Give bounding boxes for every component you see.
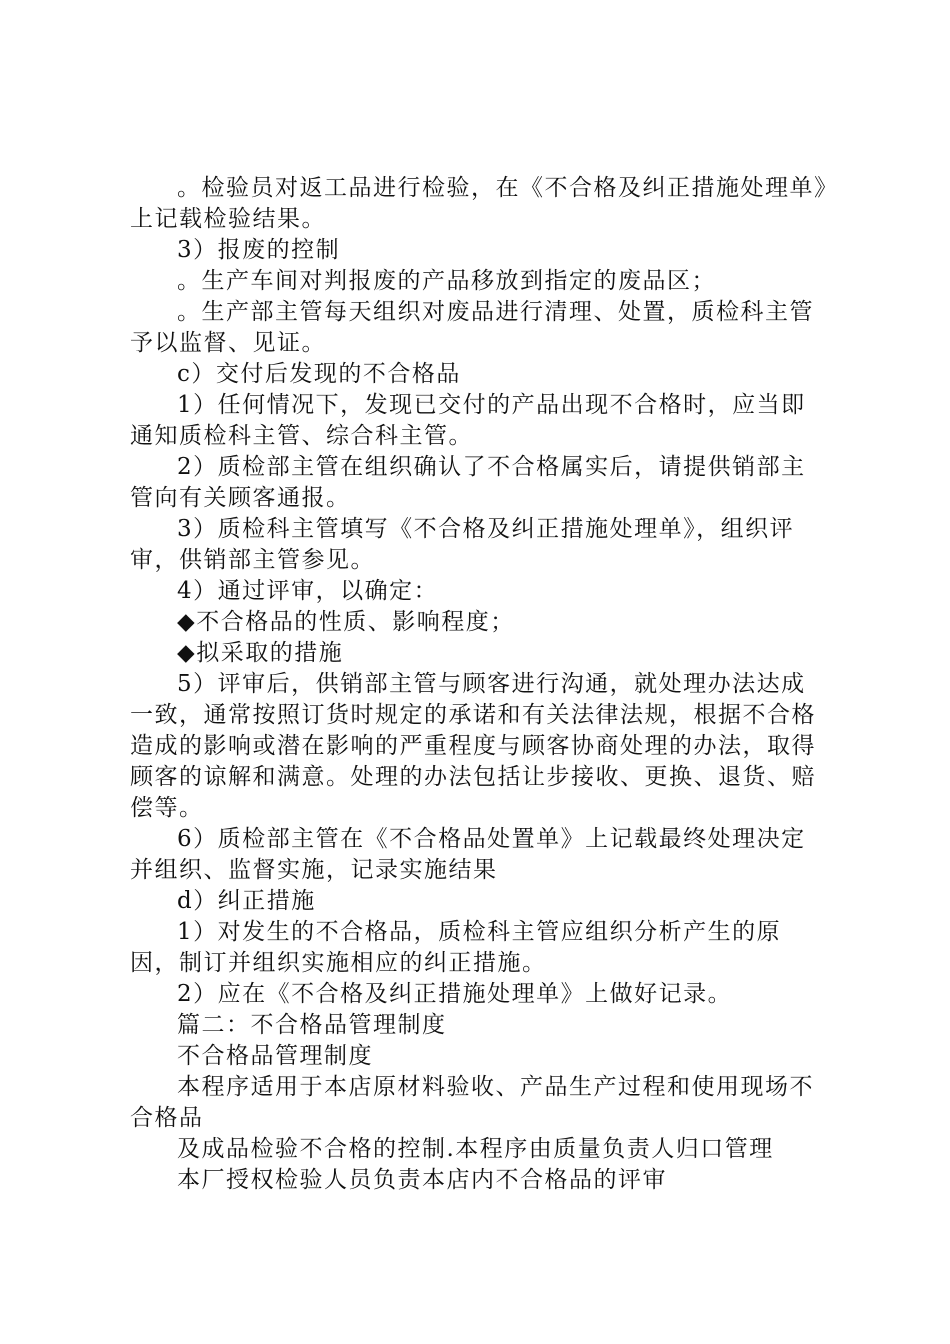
- paragraph-fill-form: 3）质检科主管填写《不合格及纠正措施处理单》，组织评审，供销部主管参见。: [130, 516, 795, 573]
- paragraph-record: 2）应在《不合格及纠正措施处理单》上做好记录。: [177, 981, 733, 1007]
- paragraph-authorization: 本厂授权检验人员负责本店内不合格品的评审: [177, 1167, 667, 1193]
- paragraph-analyze: 1）对发生的不合格品，质检科主管应组织分析产生的原因，制订并组织实施相应的纠正措施。: [130, 919, 782, 976]
- paragraph-communicate: 5）评审后，供销部主管与顾客进行沟通，就处理办法达成一致，通常按照订货时规定的承诺和有关法律法规，根据不合格造成的影响或潜在影响的严重程度与顾客协商处理的办法，取得顾客的谅解和满意。处理的办法包括让步接收、更换、退货、赔偿等。: [130, 671, 816, 821]
- paragraph-notify: 1）任何情况下，发现已交付的产品出现不合格时，应当即通知质检科主管、综合科主管。: [130, 392, 806, 449]
- heading-post-delivery: c）交付后发现的不合格品: [177, 361, 461, 387]
- heading-part-two: 篇二：不合格品管理制度: [177, 1012, 447, 1038]
- heading-system-title: 不合格品管理制度: [177, 1043, 373, 1069]
- paragraph-scrap-move: 。生产车间对判报废的产品移放到指定的废品区；: [177, 268, 716, 294]
- paragraph-review: 4）通过评审，以确定：: [177, 578, 439, 604]
- paragraph-responsibility: 及成品检验不合格的控制.本程序由质量负责人归口管理: [177, 1136, 774, 1162]
- paragraph-confirm: 2）质检部主管在组织确认了不合格属实后，请提供销部主管向有关顾客通报。: [130, 454, 806, 511]
- heading-scrap-control: 3）报废的控制: [177, 237, 341, 263]
- heading-corrective: d）纠正措施: [177, 888, 316, 914]
- bullet-nature: ◆不合格品的性质、影响程度；: [177, 609, 515, 635]
- document-body: [130, 173, 830, 1196]
- paragraph-scope: 本程序适用于本店原材料验收、产品生产过程和使用现场不合格品: [130, 1074, 814, 1131]
- paragraph-rework-inspection: 。检验员对返工品进行检验，在《不合格及纠正措施处理单》上记载检验结果。: [130, 175, 827, 232]
- bullet-measures: ◆拟采取的措施: [177, 640, 344, 666]
- paragraph-final-decision: 6）质检部主管在《不合格品处置单》上记载最终处理决定并组织、监督实施，记录实施结果: [130, 826, 806, 883]
- paragraph-scrap-disposal: 。生产部主管每天组织对废品进行清理、处置，质检科主管予以监督、见证。: [130, 299, 814, 356]
